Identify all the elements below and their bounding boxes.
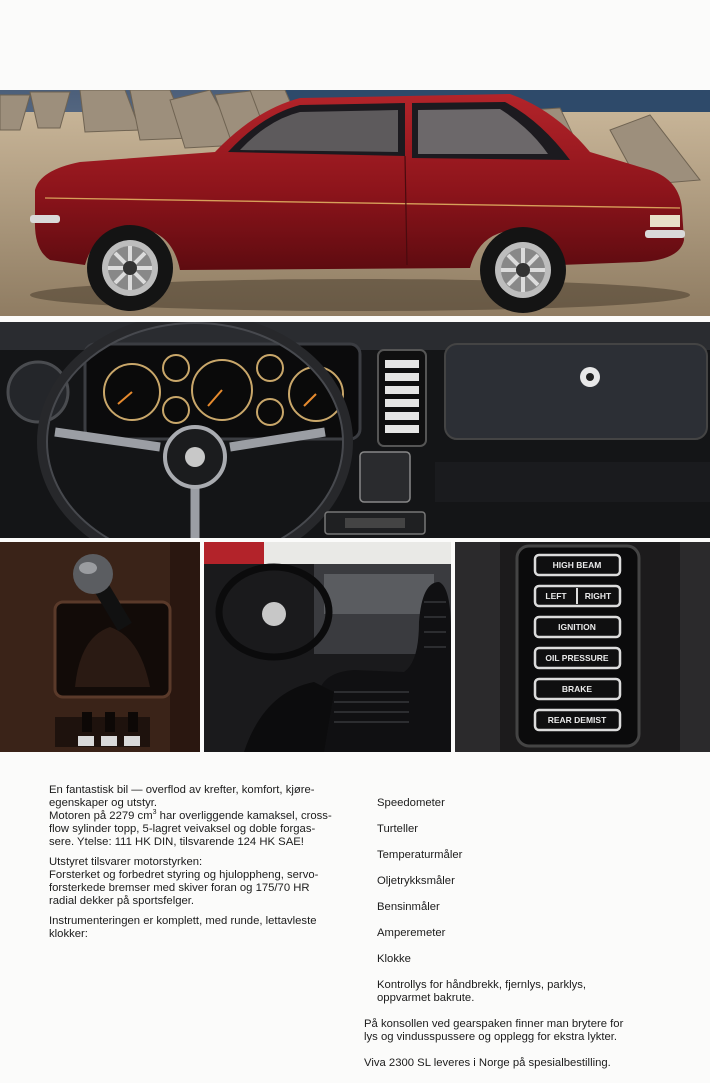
console-paragraph: På konsollen ved gearspaken finner man brytere for lys og vindusspussere og opplegg for ekstra lykter. [364,1018,624,1043]
gear-lever-photo [0,542,200,752]
instrument-item: Bensinmåler [377,901,440,913]
car-photo [0,90,710,316]
viva-paragraph: Viva 2300 SL leveres i Norge på spesialbestilling. [364,1057,611,1069]
switch-label-right: RIGHT [584,591,612,601]
switch-label-brake: BRAKE [561,684,593,694]
instrument-item: Kontrollys for håndbrekk, fjernlys, parklys, oppvarmet bakrute. [377,979,587,1004]
left-text-column [49,784,349,948]
switch-label-oil-pressure: OIL PRESSURE [545,653,609,663]
instrument-item: Amperemeter [377,927,446,939]
intro-paragraph [49,784,349,849]
instrument-item: Oljetrykksmåler [377,875,455,887]
instrument-item: Turteller [377,823,419,835]
interior-seats-photo [204,542,451,752]
switch-label-left: LEFT [545,591,567,601]
instrument-item: Klokke [377,953,411,965]
intro-text-a: En fantastisk bil — overflod av krefter, komfort, kjøre- egenskaper og utstyr. Motoren på 2279 cm [49,784,315,822]
instrument-item: Temperaturmåler [377,849,463,861]
switch-panel-photo [455,542,710,752]
instrument-item: Speedometer [377,797,445,809]
intro-text-b: har overliggende kamaksel, cross- flow sylinder topp, 5-lagret veivaksel og doble forgas- sere. Ytelse: 111 HK DIN, tilsvarende 124 HK SAE! [49,810,332,848]
switch-label-rear-demist: REAR DEMIST [547,715,607,725]
cubic-superscript: 3 [152,809,157,817]
switch-label-high-beam: HIGH BEAM [552,560,602,570]
right-text-column [364,784,684,1083]
instrumentation-paragraph: Instrumenteringen er komplett, med runde, lettavleste klokker: [49,915,317,940]
switch-label-ignition: IGNITION [558,622,596,632]
equipment-paragraph: Utstyret tilsvarer motorstyrken: Forsterket og forbedret styring og hjuloppheng, servo- forsterkede bremser med skiver foran og 175/70 HR radial dekker på sportsfelger. [49,856,319,907]
dashboard-photo [0,322,710,538]
